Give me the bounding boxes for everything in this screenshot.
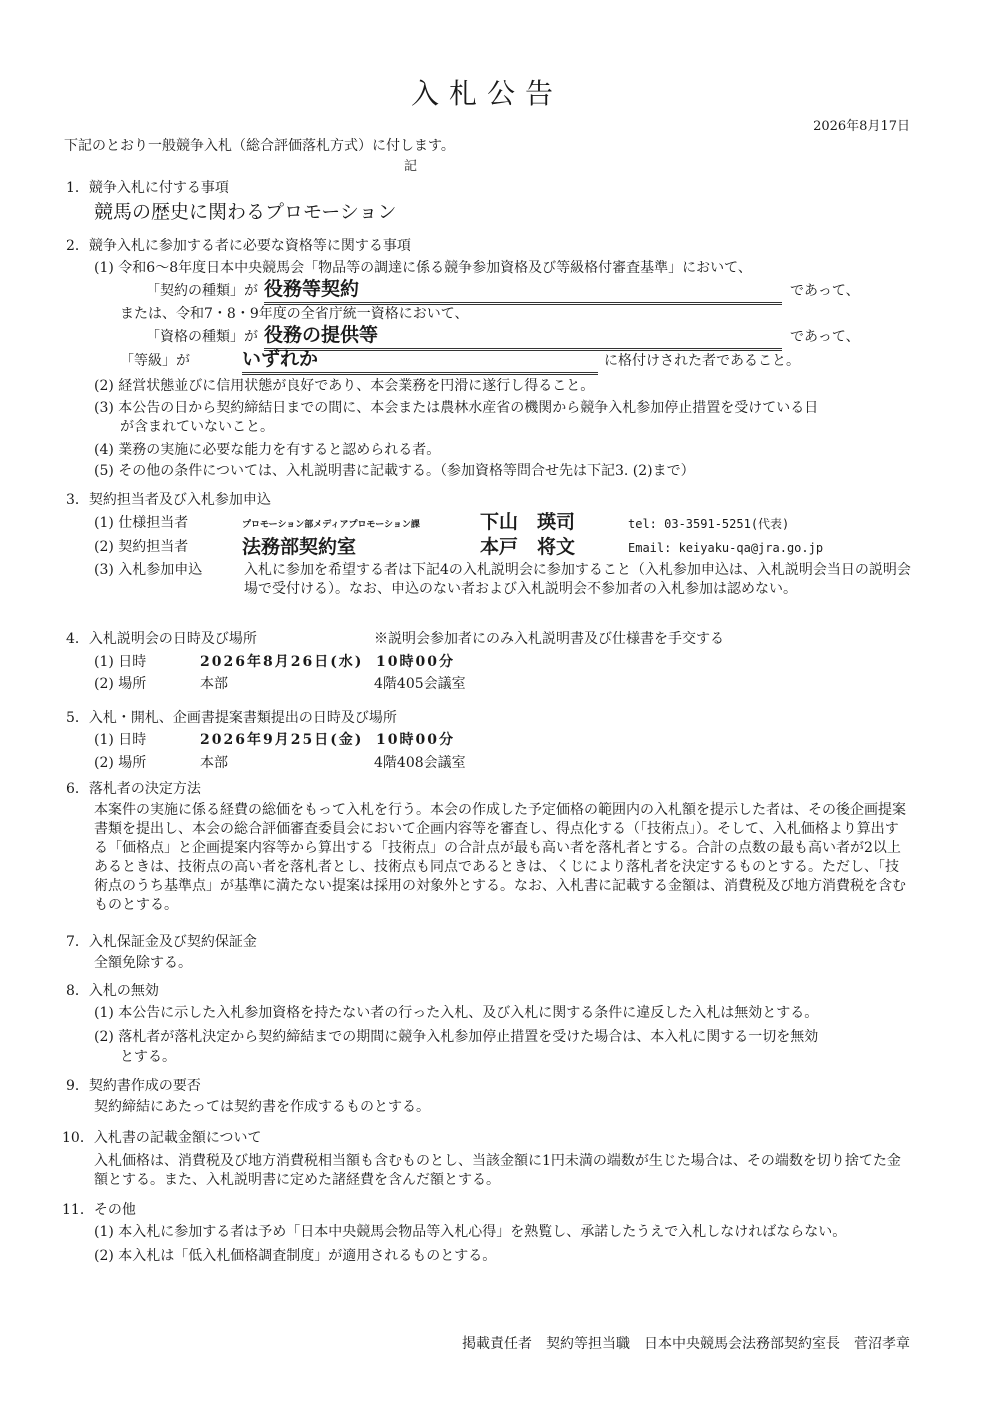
deatte-1: であって、 <box>790 283 860 299</box>
contract-contact-label: (2) 契約担当者 <box>94 539 189 555</box>
bid-time: 10時00分 <box>376 732 455 748</box>
spec-contact-dept: プロモーション部メディアプロモーション課 <box>242 520 420 530</box>
briefing-room: 4階405会議室 <box>374 676 466 692</box>
qualification-item-5: (5) その他の条件については、入札説明書に記載する。（参加資格等問合せ先は下記3. (2)まで） <box>94 463 695 479</box>
qualification-type-value: 役務の提供等 <box>264 323 782 351</box>
deposit-text: 全額免除する。 <box>94 955 192 971</box>
other-item-1: (1) 本入札に参加する者は予め「日本中央競馬会物品等入札心得」を熟覧し、承諾したうえで入札しなければならない。 <box>94 1224 847 1240</box>
deatte-2: であって、 <box>790 329 860 345</box>
section-8-heading: 8．入札の無効 <box>66 983 159 999</box>
contract-type-value: 役務等契約 <box>264 277 782 305</box>
invalid-item-1: (1) 本公告に示した入札参加資格を持たない者の行った入札、及び入札に関する条件に違反した入札は無効とする。 <box>94 1005 819 1021</box>
briefing-date: 2026年8月26日(水) <box>200 654 364 670</box>
qualification-type-label: 「資格の種類」が <box>146 329 258 345</box>
bid-date: 2026年9月25日(金) <box>200 732 364 748</box>
grade-value: いずれか <box>242 347 598 375</box>
qualification-item-4: (4) 業務の実施に必要な能力を有すると認められる者。 <box>94 442 441 458</box>
bid-place: 本部 <box>200 755 228 771</box>
ki-marker: 記 <box>404 159 418 174</box>
bid-subject: 競馬の歴史に関わるプロモーション <box>94 201 397 223</box>
bid-place-label: (2) 場所 <box>94 755 147 771</box>
other-item-2: (2) 本入札は「低入札価格調査制度」が適用されるものとする。 <box>94 1248 497 1264</box>
spec-contact-label: (1) 仕様担当者 <box>94 515 189 531</box>
section-9-heading: 9．契約書作成の要否 <box>66 1078 201 1094</box>
section-5-heading: 5．入札・開札、企画書提案書類提出の日時及び場所 <box>66 710 397 726</box>
briefing-place-label: (2) 場所 <box>94 676 147 692</box>
contract-contact-email: Email: keiyaku-qa@jra.go.jp <box>628 541 824 555</box>
section-2-heading: 2．競争入札に参加する者に必要な資格等に関する事項 <box>66 238 411 254</box>
bid-room: 4階408会議室 <box>374 755 466 771</box>
section-6-heading: 6．落札者の決定方法 <box>66 781 201 797</box>
briefing-note: ※説明会参加者にのみ入札説明書及び仕様書を手交する <box>374 631 724 647</box>
invalid-item-2-line-2: とする。 <box>120 1049 176 1065</box>
invalid-item-2-line-1: (2) 落札者が落札決定から契約締結までの期間に競争入札参加停止措置を受けた場合は、本入札に関する一切を無効 <box>94 1029 819 1045</box>
grade-label: 「等級」が <box>120 353 190 369</box>
qualification-item-1-line-1: (1) 令和6～8年度日本中央競馬会「物品等の調達に係る競争参加資格及び等級格付審査基準」において、 <box>94 260 752 276</box>
section-11-heading: 11．その他 <box>62 1202 136 1218</box>
section-3-heading: 3．契約担当者及び入札参加申込 <box>66 492 271 508</box>
section-1-heading: 1．競争入札に付する事項 <box>66 180 229 196</box>
briefing-place: 本部 <box>200 676 228 692</box>
qualification-item-3-line-1: (3) 本公告の日から契約締結日までの間に、本会または農林水産省の機関から競争入札参加停止措置を受けている日 <box>94 400 819 416</box>
document-title: 入札公告 <box>410 77 563 110</box>
briefing-time: 10時00分 <box>376 654 455 670</box>
bid-datetime-label: (1) 日時 <box>94 732 147 748</box>
qualification-item-2: (2) 経営状態並びに信用状態が良好であり、本会業務を円滑に遂行し得ること。 <box>94 378 595 394</box>
contract-doc-text: 契約締結にあたっては契約書を作成するものとする。 <box>94 1099 430 1115</box>
briefing-datetime-label: (1) 日時 <box>94 654 147 670</box>
footer-responsible: 掲載責任者 契約等担当職 日本中央競馬会法務部契約室長 菅沼孝章 <box>462 1336 910 1352</box>
qualification-item-3-line-2: が含まれていないこと。 <box>120 419 274 435</box>
section-4-heading: 4．入札説明会の日時及び場所 <box>66 631 257 647</box>
spec-contact-name: 下山 瑛司 <box>480 511 576 533</box>
grade-tail: に格付けされた者であること。 <box>604 353 800 369</box>
bid-amount-text: 入札価格は、消費税及び地方消費税相当額も含むものとし、当該金額に1円未満の端数が生じた場合は、その端数を切り捨てた金額とする。また、入札説明書に定めた諸経費を含んだ額とする。 <box>94 1153 901 1188</box>
spec-contact-tel: tel: 03-3591-5251(代表) <box>628 517 790 531</box>
intro-text: 下記のとおり一般競争入札（総合評価落札方式）に付します。 <box>64 138 455 154</box>
announcement-date: 2026年8月17日 <box>813 119 910 134</box>
section-10-heading: 10．入札書の記載金額について <box>62 1130 262 1146</box>
contract-contact-dept: 法務部契約室 <box>242 536 357 558</box>
contract-type-label: 「契約の種類」が <box>146 283 258 299</box>
contract-contact-name: 本戸 将文 <box>480 536 576 558</box>
section-7-heading: 7．入札保証金及び契約保証金 <box>66 934 257 950</box>
application-text: 入札に参加を希望する者は下記4の入札説明会に参加すること（入札参加申込は、入札説明会当日の説明会場で受付ける）。なお、申込のない者および入札説明会不参加者の入札参加は認めない。 <box>244 562 911 597</box>
qualification-item-1-line-3: または、令和7・8・9年度の全省庁統一資格において、 <box>120 306 469 322</box>
award-method-text: 本案件の実施に係る経費の総価をもって入札を行う。本会の作成した予定価格の範囲内の入札額を提示した者は、その後企画提案書類を提出し、本会の総合評価審査委員会において企画内容等を審査し、得点化する（「技術点」）。そして、入札価格より算出する「価格点」と企画提案内容等から算出する「技術点」の合計点が最も高い者を落札者とする。合計の点数の最も高い者が2以上あるときは、技術点の高い者を落札者とし、技術点も同点であるときは、くじにより落札者を決定するものとする。ただし、「技術点のうち基準点」が基準に満たない提案は採用の対象外とする。なお、入札書に記載する金額は、消費税及び地方消費税を含むものとする。 <box>94 802 906 913</box>
application-label: (3) 入札参加申込 <box>94 562 203 578</box>
